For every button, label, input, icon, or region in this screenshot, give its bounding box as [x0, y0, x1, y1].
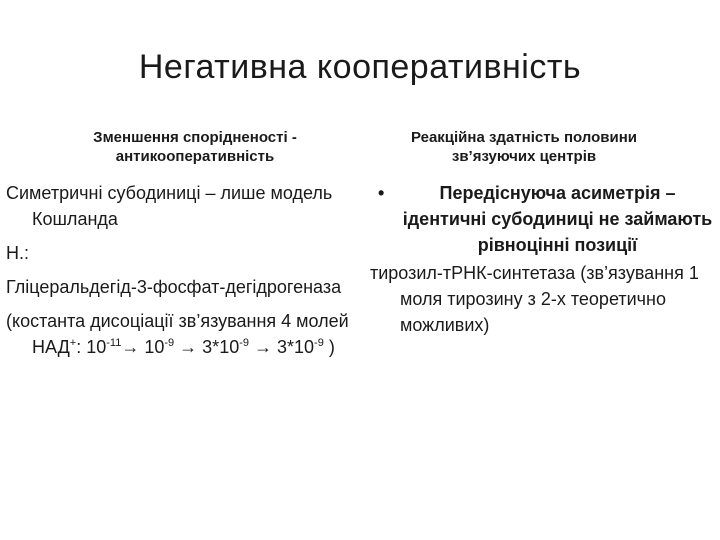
enzyme-name: Гліцеральдегід-3-фосфат-дегідрогеназа: [6, 277, 342, 297]
exponent-3: -9: [239, 337, 249, 349]
symmetric-subunits-text: Симетричні субодиниці – лише модель Кошланда: [6, 183, 333, 229]
bullet-icon: •: [378, 183, 385, 203]
right-column-heading: Реакційна здатність половини зв’язуючих центрів: [410, 129, 638, 165]
dissociation-constant-text: [6, 308, 356, 360]
left-column-heading: Зменшення спорідненості - антикооперативність: [93, 129, 297, 165]
exponent-4: -9: [314, 337, 324, 349]
exponent-2: -9: [164, 337, 175, 349]
nad-charge-sup: +: [69, 337, 77, 349]
constant-text-part-f: ): [323, 337, 335, 357]
slide-title: Негативна кооперативність: [138, 48, 582, 86]
asymmetry-bullet: [370, 180, 715, 258]
constant-text-part-b: : 10: [76, 337, 107, 357]
left-column-body: [6, 180, 356, 360]
constant-text-part-d: → 3*10: [174, 337, 240, 357]
constant-text-part-c: → 10: [121, 337, 165, 357]
tyrosyl-trna-text: тирозил-тРНК-синтетаза (зв’язування 1 моля тирозину з 2-х теоретично можливих): [370, 263, 699, 335]
constant-text-part-e: → 3*10: [249, 337, 315, 357]
exponent-1: -11: [106, 337, 122, 349]
constant-text-part-a: (костанта дисоціації зв’язування 4 молей НАД: [6, 311, 349, 357]
asymmetry-text: Передіснуюча асиметрія – ідентичні субодиниці не займають рівноцінні позиції: [402, 183, 713, 255]
example-label: Н.:: [6, 243, 30, 263]
right-column-body: [370, 180, 715, 338]
